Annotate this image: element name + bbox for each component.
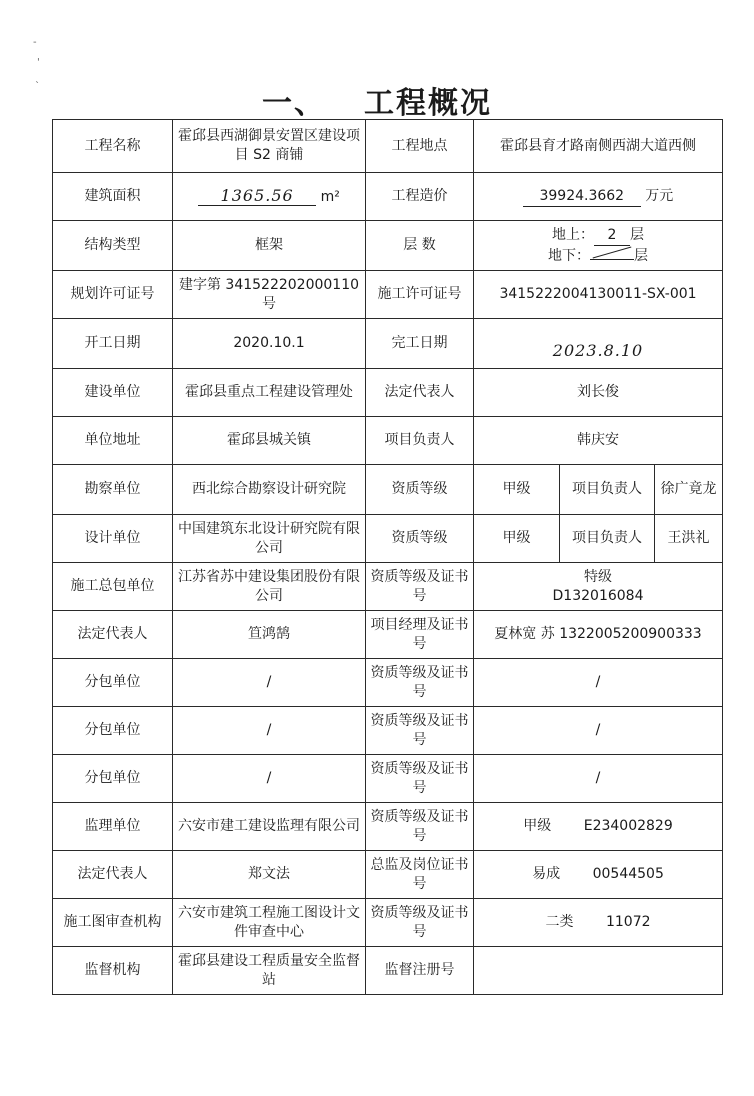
design-lead-value: 王洪礼 <box>655 515 723 563</box>
design-lead-label: 项目负责人 <box>560 515 655 563</box>
sub3-qual-value: / <box>474 755 723 803</box>
table-row <box>53 563 723 611</box>
drawing-review-value: 六安市建筑工程施工图设计文件审查中心 <box>173 899 366 947</box>
table-row <box>53 611 723 659</box>
table-row <box>53 221 723 271</box>
table-row <box>53 465 723 515</box>
survey-qual-value: 甲级 <box>474 465 560 515</box>
scan-speck: ' <box>37 57 40 68</box>
monitor-reg-label: 监督注册号 <box>366 947 474 995</box>
table-row <box>53 803 723 851</box>
floors-below <box>477 246 719 266</box>
sub2-qual-label: 资质等级及证书号 <box>366 707 474 755</box>
floors-unit: 层 <box>630 226 645 243</box>
gc-label: 施工总包单位 <box>53 563 173 611</box>
drawing-review-label: 施工图审查机构 <box>53 899 173 947</box>
section-number: 一、 <box>262 86 326 121</box>
floors-above-value: 2 <box>594 226 630 246</box>
gc-qual-cell <box>474 563 723 611</box>
gc-legal-value: 笪鸿鹄 <box>173 611 366 659</box>
survey-unit-value: 西北综合勘察设计研究院 <box>173 465 366 515</box>
sub1-qual-value: / <box>474 659 723 707</box>
sub2-value: / <box>173 707 366 755</box>
monitor-value: 霍邱县建设工程质量安全监督站 <box>173 947 366 995</box>
sup-chief-cert: 00544505 <box>592 866 664 882</box>
design-qual-value: 甲级 <box>474 515 560 563</box>
floors-below-label: 地下： <box>548 247 591 264</box>
sup-legal-label: 法定代表人 <box>53 851 173 899</box>
scan-speck: ˋ <box>35 81 40 92</box>
sub3-qual-label: 资质等级及证书号 <box>366 755 474 803</box>
construction-permit-value: 3415222004130011-SX-001 <box>474 271 723 319</box>
design-unit-value: 中国建筑东北设计研究院有限公司 <box>173 515 366 563</box>
monitor-reg-value <box>474 947 723 995</box>
supervision-qual-cert: E234002829 <box>583 818 673 834</box>
project-name-value: 霍邱县西湖御景安置区建设项目 S2 商铺 <box>173 120 366 173</box>
table-row <box>53 369 723 417</box>
table-row <box>53 120 723 173</box>
table-row <box>53 851 723 899</box>
project-name-label: 工程名称 <box>53 120 173 173</box>
gc-qual-level: 特级 <box>584 568 613 585</box>
floors-above-label: 地上： <box>552 226 595 243</box>
sup-chief-cell <box>474 851 723 899</box>
start-date-value: 2020.10.1 <box>173 319 366 369</box>
sub2-qual-value: / <box>474 707 723 755</box>
gc-pm-value: 夏林宽 苏 1322005200900333 <box>474 611 723 659</box>
table-row <box>53 319 723 369</box>
gc-legal-label: 法定代表人 <box>53 611 173 659</box>
monitor-label: 监督机构 <box>53 947 173 995</box>
drawing-qual-cell <box>474 899 723 947</box>
address-value: 霍邱县城关镇 <box>173 417 366 465</box>
gc-qual-cert: D132016084 <box>552 587 644 604</box>
structure-value: 框架 <box>173 221 366 271</box>
table-row <box>53 173 723 221</box>
project-cost-unit: 万元 <box>645 187 674 204</box>
survey-lead-value: 徐广竟龙 <box>655 465 723 515</box>
construction-permit-label: 施工许可证号 <box>366 271 474 319</box>
legal-rep-label: 法定代表人 <box>366 369 474 417</box>
end-date-value: 2023.8.10 <box>474 319 723 369</box>
table-row <box>53 707 723 755</box>
sup-chief-label: 总监及岗位证书号 <box>366 851 474 899</box>
supervision-qual-cell <box>474 803 723 851</box>
supervision-qual-label: 资质等级及证书号 <box>366 803 474 851</box>
project-location-label: 工程地点 <box>366 120 474 173</box>
project-cost-cell <box>474 173 723 221</box>
building-area-value: 1365.56 <box>198 186 316 206</box>
table-row <box>53 755 723 803</box>
planning-permit-value: 建字第 341522202000110 号 <box>173 271 366 319</box>
sub2-label: 分包单位 <box>53 707 173 755</box>
project-overview-table <box>52 119 723 995</box>
sub3-label: 分包单位 <box>53 755 173 803</box>
survey-qual-label: 资质等级 <box>366 465 474 515</box>
supervision-qual-level: 甲级 <box>523 818 552 834</box>
floors-cell <box>474 221 723 271</box>
project-cost-value: 39924.3662 <box>523 187 641 207</box>
builder-label: 建设单位 <box>53 369 173 417</box>
floors-unit: 层 <box>634 247 649 264</box>
address-label: 单位地址 <box>53 417 173 465</box>
floors-above <box>477 226 719 246</box>
sup-chief-name: 易成 <box>532 866 561 882</box>
building-area-label: 建筑面积 <box>53 173 173 221</box>
supervision-value: 六安市建工建设监理有限公司 <box>173 803 366 851</box>
scan-speck: - <box>33 37 37 48</box>
sub1-label: 分包单位 <box>53 659 173 707</box>
survey-lead-label: 项目负责人 <box>560 465 655 515</box>
supervision-label: 监理单位 <box>53 803 173 851</box>
gc-pm-label: 项目经理及证书号 <box>366 611 474 659</box>
table-row <box>53 947 723 995</box>
gc-value: 江苏省苏中建设集团股份有限公司 <box>173 563 366 611</box>
legal-rep-value: 刘长俊 <box>474 369 723 417</box>
end-date-label: 完工日期 <box>366 319 474 369</box>
project-location-value: 霍邱县育才路南侧西湖大道西侧 <box>474 120 723 173</box>
building-area-cell <box>173 173 366 221</box>
floors-label: 层 数 <box>366 221 474 271</box>
project-lead-label: 项目负责人 <box>366 417 474 465</box>
table-row <box>53 899 723 947</box>
table-row <box>53 515 723 563</box>
start-date-label: 开工日期 <box>53 319 173 369</box>
design-qual-label: 资质等级 <box>366 515 474 563</box>
building-area-unit: m² <box>320 189 340 205</box>
table-row <box>53 417 723 465</box>
table-row <box>53 659 723 707</box>
project-cost-label: 工程造价 <box>366 173 474 221</box>
page-title <box>0 78 754 122</box>
sup-legal-value: 郑文法 <box>173 851 366 899</box>
planning-permit-label: 规划许可证号 <box>53 271 173 319</box>
structure-label: 结构类型 <box>53 221 173 271</box>
gc-qual-label: 资质等级及证书号 <box>366 563 474 611</box>
sub1-qual-label: 资质等级及证书号 <box>366 659 474 707</box>
builder-value: 霍邱县重点工程建设管理处 <box>173 369 366 417</box>
floors-below-value-struck <box>590 246 634 260</box>
table-row <box>53 271 723 319</box>
drawing-qual-label: 资质等级及证书号 <box>366 899 474 947</box>
section-title: 工程概况 <box>364 86 492 121</box>
project-lead-value: 韩庆安 <box>474 417 723 465</box>
drawing-qual-cert: 11072 <box>605 914 651 930</box>
design-unit-label: 设计单位 <box>53 515 173 563</box>
sub3-value: / <box>173 755 366 803</box>
sub1-value: / <box>173 659 366 707</box>
survey-unit-label: 勘察单位 <box>53 465 173 515</box>
drawing-qual-level: 二类 <box>545 914 574 930</box>
